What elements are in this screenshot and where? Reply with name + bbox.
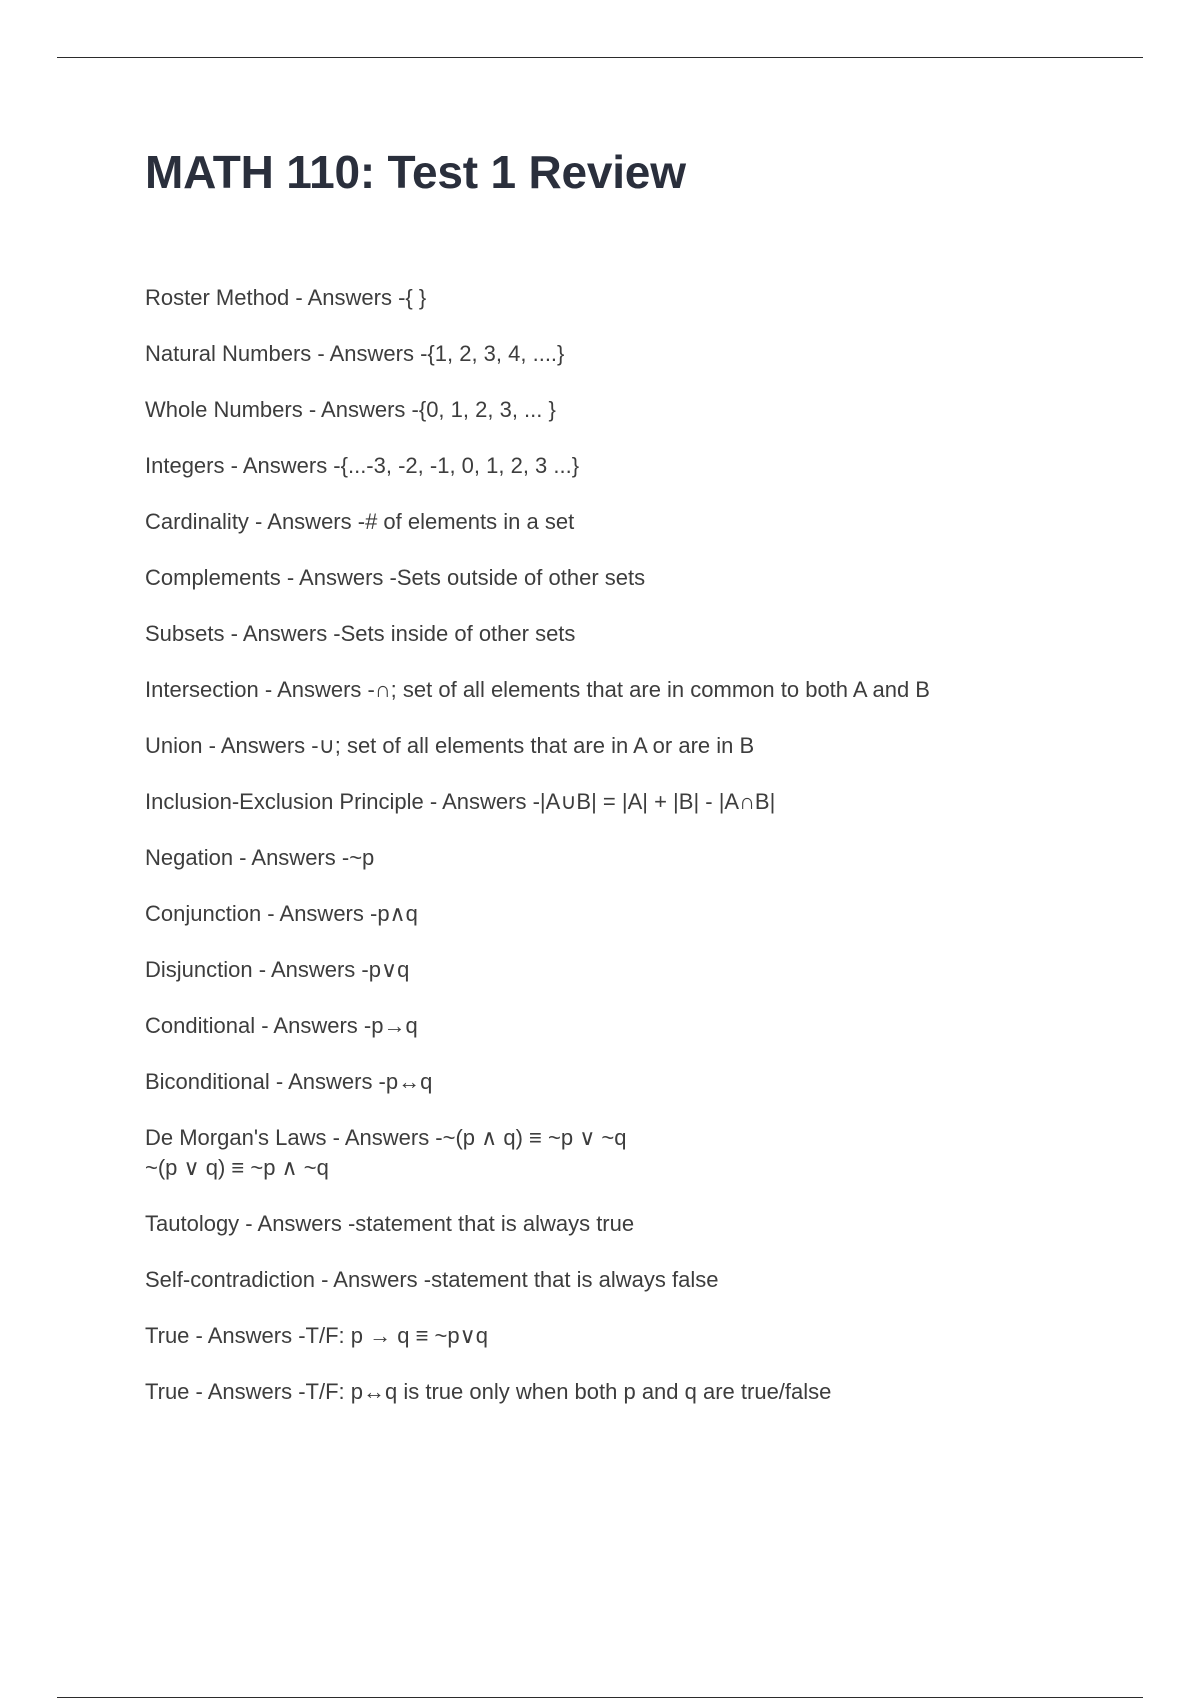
entry-text: Conditional - Answers -p→q	[145, 1013, 418, 1038]
list-item	[145, 451, 1095, 481]
entry-text: Self-contradiction - Answers -statement that is always false	[145, 1267, 719, 1292]
review-list	[145, 283, 1095, 1433]
page-title: MATH 110: Test 1 Review	[145, 146, 686, 198]
entry-text: Conjunction - Answers -p∧q	[145, 901, 418, 926]
list-item	[145, 731, 1095, 761]
list-item	[145, 395, 1095, 425]
list-item	[145, 1321, 1095, 1351]
entry-text: Subsets - Answers -Sets inside of other sets	[145, 621, 576, 646]
list-item	[145, 1123, 1095, 1183]
entry-text-continuation: ~(p ∨ q) ≡ ~p ∧ ~q	[145, 1155, 329, 1180]
entry-text: Biconditional - Answers -p↔q	[145, 1069, 433, 1094]
entry-text: De Morgan's Laws - Answers -~(p ∧ q) ≡ ~p ∨ ~q	[145, 1125, 627, 1150]
entry-text: Intersection - Answers -∩; set of all elements that are in common to both A and B	[145, 677, 930, 702]
entry-text: Roster Method - Answers -{ }	[145, 285, 427, 310]
entry-text: Cardinality - Answers -# of elements in a set	[145, 509, 575, 534]
entry-text: Disjunction - Answers -p∨q	[145, 957, 410, 982]
list-item	[145, 283, 1095, 313]
entry-text: Integers - Answers -{...-3, -2, -1, 0, 1, 2, 3 ...}	[145, 453, 580, 478]
list-item	[145, 899, 1095, 929]
bottom-divider	[57, 1697, 1143, 1698]
entry-text: Inclusion-Exclusion Principle - Answers -|A∪B| = |A| + |B| - |A∩B|	[145, 789, 776, 814]
list-item	[145, 1011, 1095, 1041]
list-item	[145, 1265, 1095, 1295]
list-item	[145, 675, 1095, 705]
list-item	[145, 955, 1095, 985]
entry-text: Complements - Answers -Sets outside of other sets	[145, 565, 646, 590]
entry-text: Whole Numbers - Answers -{0, 1, 2, 3, ... }	[145, 397, 556, 422]
list-item	[145, 843, 1095, 873]
list-item	[145, 1377, 1095, 1407]
top-divider	[57, 57, 1143, 58]
list-item	[145, 1209, 1095, 1239]
list-item	[145, 1067, 1095, 1097]
list-item	[145, 507, 1095, 537]
entry-text: Union - Answers -∪; set of all elements that are in A or are in B	[145, 733, 755, 758]
list-item	[145, 339, 1095, 369]
entry-text: Natural Numbers - Answers -{1, 2, 3, 4, ....}	[145, 341, 565, 366]
list-item	[145, 619, 1095, 649]
entry-text: Tautology - Answers -statement that is always true	[145, 1211, 635, 1236]
list-item	[145, 787, 1095, 817]
entry-text: True - Answers -T/F: p↔q is true only when both p and q are true/false	[145, 1379, 832, 1404]
entry-text: True - Answers -T/F: p → q ≡ ~p∨q	[145, 1323, 488, 1348]
entry-text: Negation - Answers -~p	[145, 845, 375, 870]
list-item	[145, 563, 1095, 593]
